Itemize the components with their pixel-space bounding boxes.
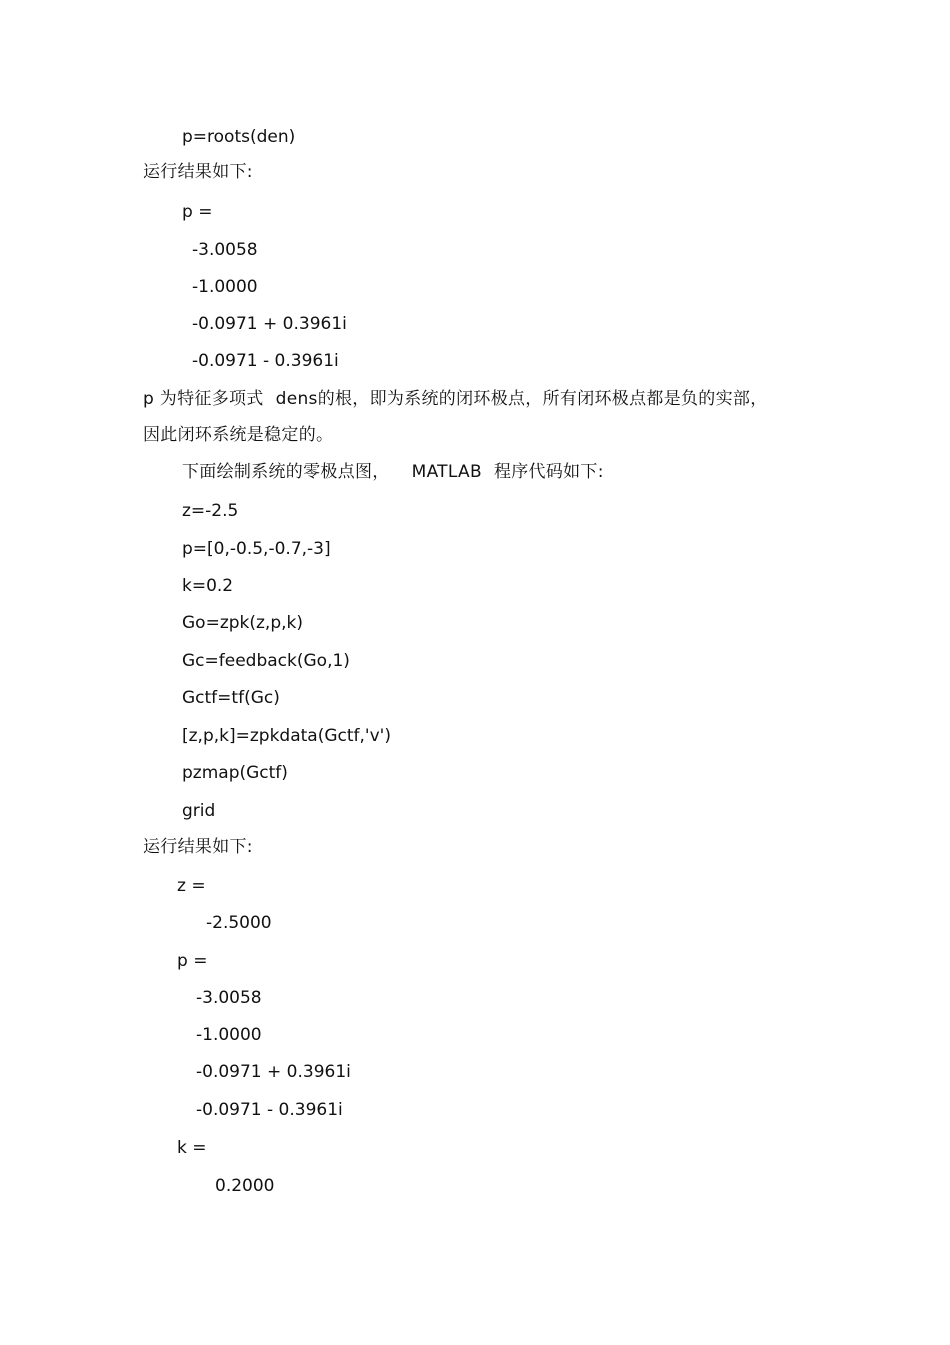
result-heading: 运行结果如下: (143, 837, 253, 857)
explanation-part-a: p 为特征多项式 (143, 389, 264, 409)
output-label-k: k = (177, 1138, 207, 1158)
intro-line (182, 461, 604, 483)
explanation-part-b: dens的根，即为系统的闭环极点，所有闭环极点都是负的实部， (275, 389, 768, 409)
output-value: -0.0971 - 0.3961i (192, 351, 339, 371)
code-line: p=[0,-0.5,-0.7,-3] (182, 539, 331, 559)
code-line: Gctf=tf(Gc) (182, 688, 280, 708)
code-line: pzmap(Gctf) (182, 763, 288, 783)
intro-part-b: MATLAB (411, 462, 482, 482)
code-line-roots: p=roots(den) (182, 127, 296, 147)
code-line: z=-2.5 (182, 501, 239, 521)
output-label-p: p = (182, 202, 213, 222)
output-value: -0.0971 + 0.3961i (196, 1062, 351, 1082)
code-line: Gc=feedback(Go,1) (182, 651, 350, 671)
output-value: -0.0971 + 0.3961i (192, 314, 347, 334)
intro-part-c: 程序代码如下: (493, 462, 604, 482)
output-value: -2.5000 (206, 913, 272, 933)
output-value: -1.0000 (196, 1025, 262, 1045)
result-heading: 运行结果如下: (143, 162, 253, 182)
code-line: [z,p,k]=zpkdata(Gctf,'v') (182, 726, 391, 746)
output-value: -3.0058 (196, 988, 262, 1008)
intro-part-a: 下面绘制系统的零极点图， (182, 462, 390, 482)
output-value: -0.0971 - 0.3961i (196, 1100, 343, 1120)
output-label-z: z = (177, 876, 206, 896)
explanation-line-1 (143, 388, 768, 410)
code-line: Go=zpk(z,p,k) (182, 613, 304, 633)
explanation-line-2: 因此闭环系统是稳定的。 (143, 425, 334, 445)
output-value: -3.0058 (192, 240, 258, 260)
code-line: k=0.2 (182, 576, 234, 596)
code-line: grid (182, 801, 216, 821)
output-label-p: p = (177, 951, 208, 971)
output-value: 0.2000 (215, 1176, 275, 1196)
output-value: -1.0000 (192, 277, 258, 297)
